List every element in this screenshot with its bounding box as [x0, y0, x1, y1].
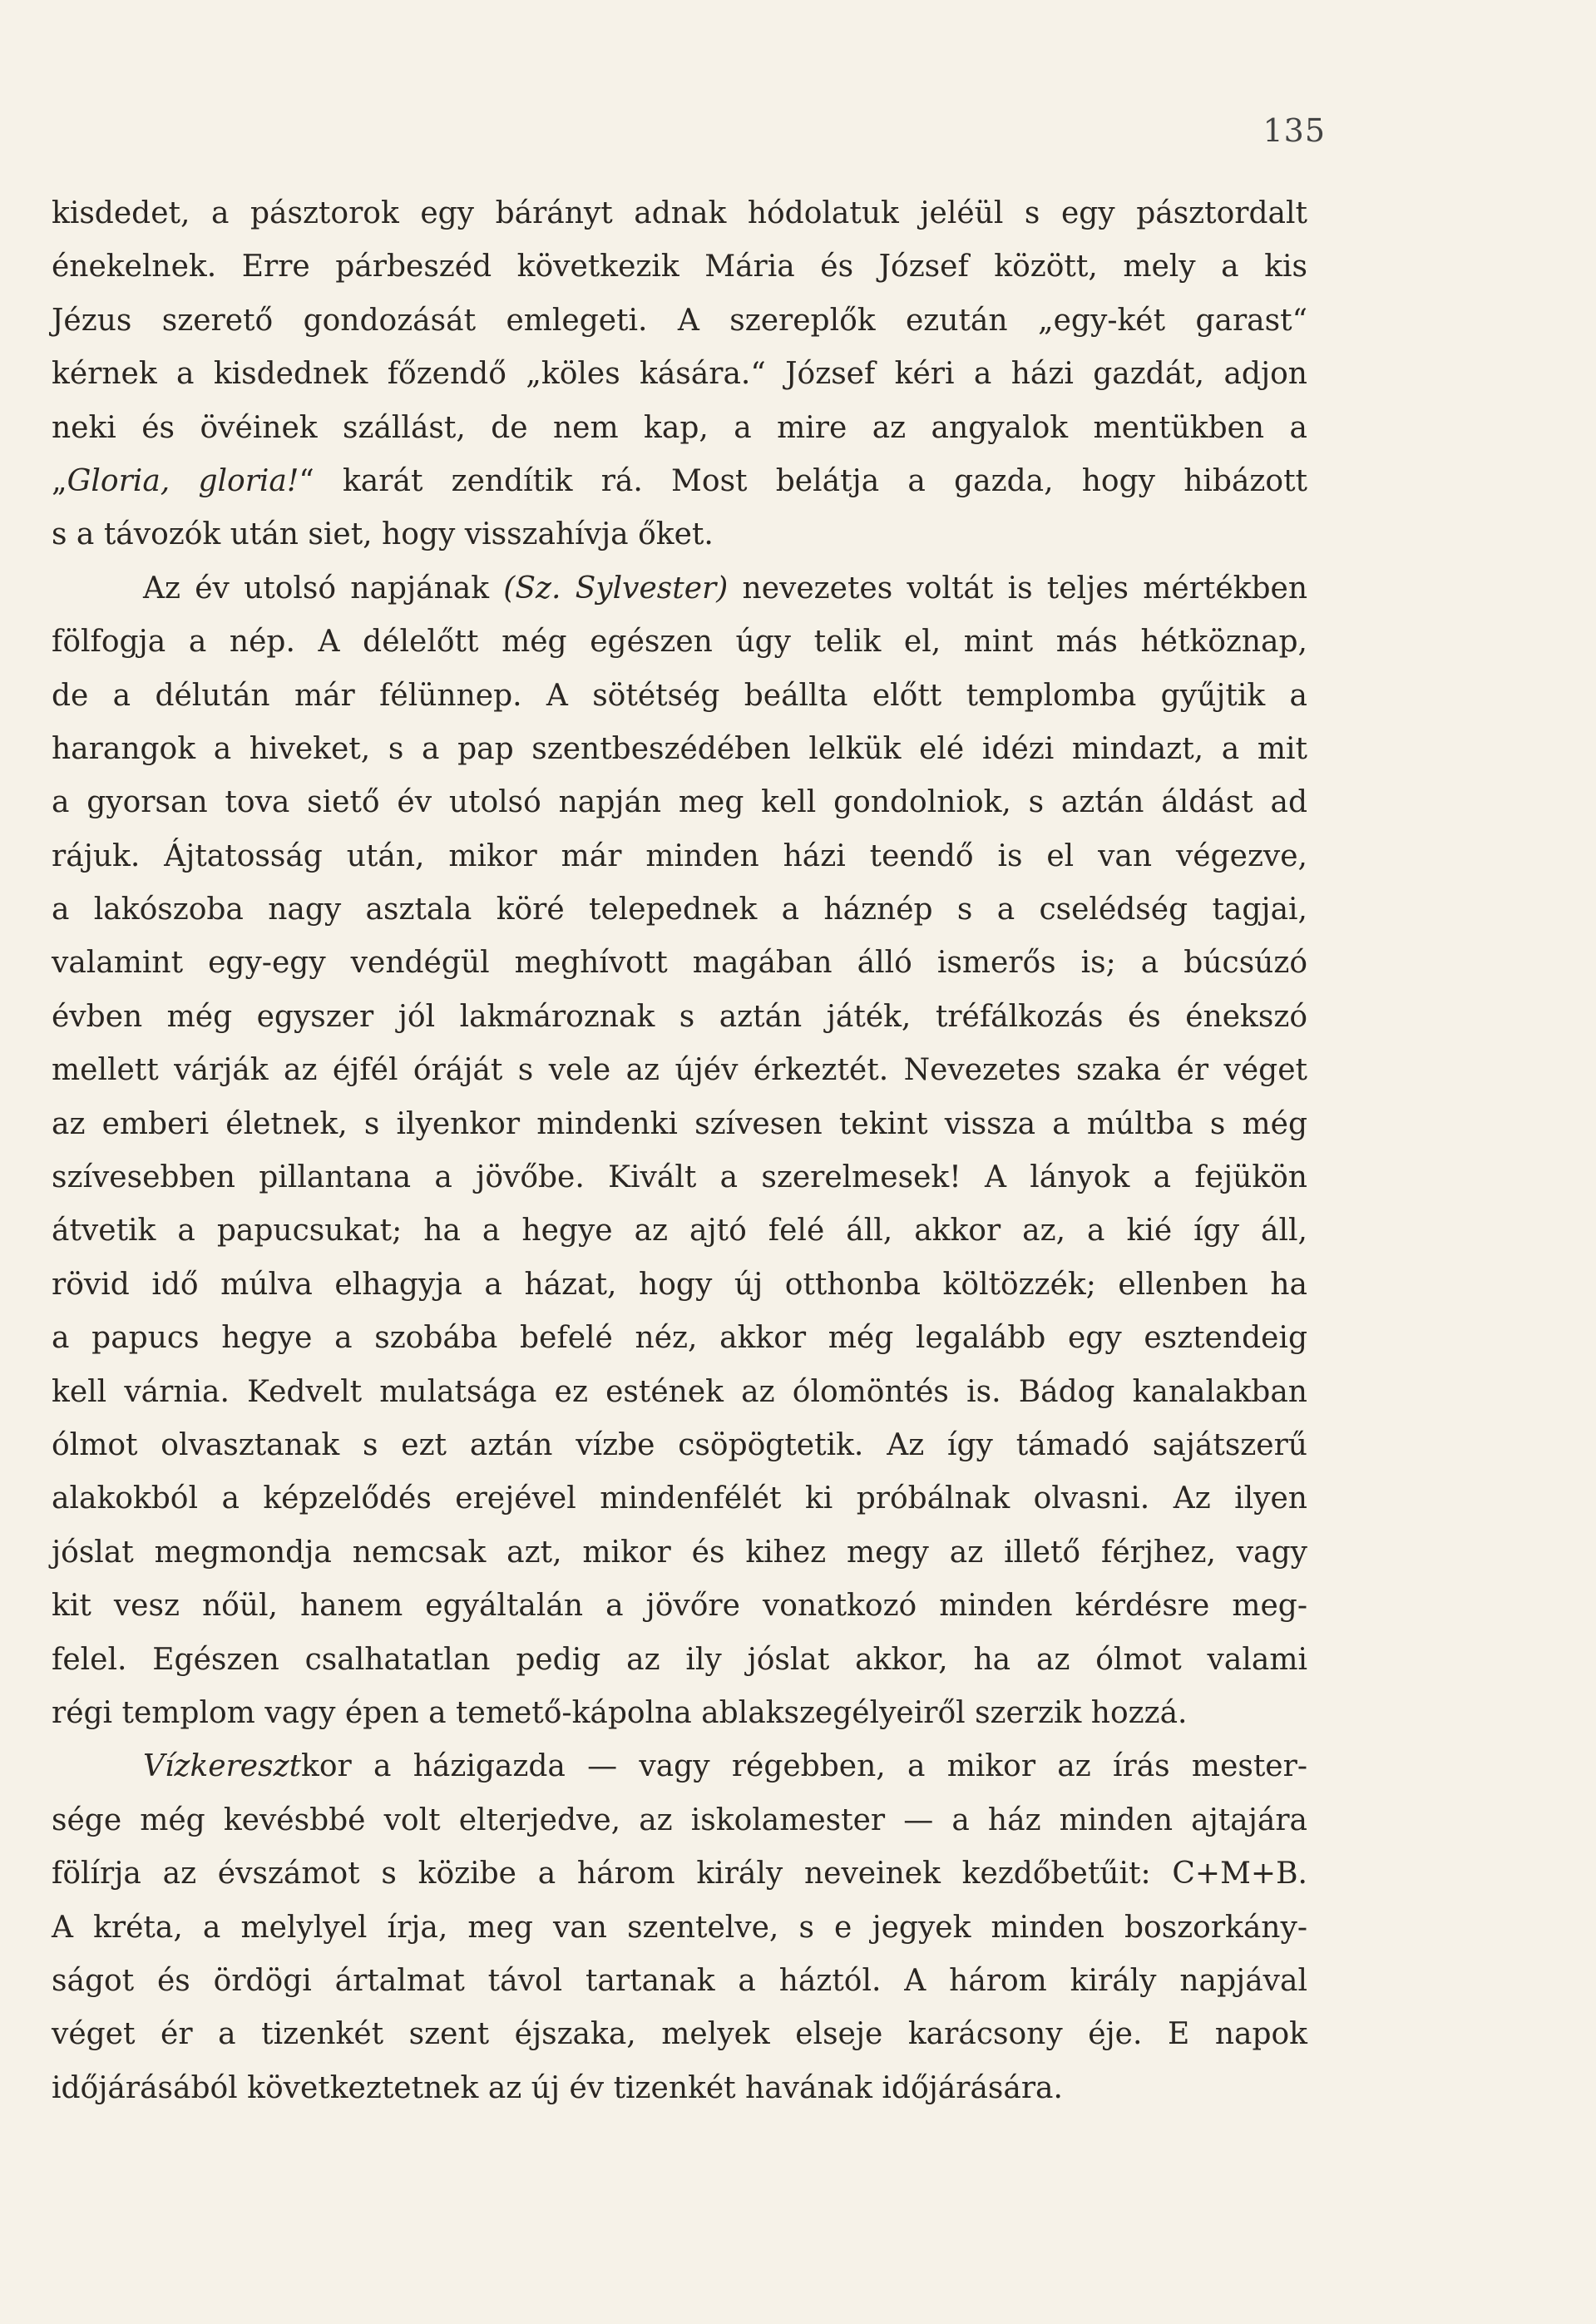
text-segment: „ [52, 463, 67, 498]
italic-phrase: Vízkereszt [143, 1749, 302, 1784]
text-line: alakokból a képzelődés erejével mindenfélét ki próbálnak olvasni. Az ilyen [52, 1481, 1307, 1516]
text-line: valamint egy-egy vendégül meghívott magában álló ismerős is; a búcsúzó [52, 946, 1307, 981]
italic-phrase: (Sz. Sylvester) [503, 571, 729, 606]
text-line [52, 455, 1307, 508]
text-line: a papucs hegye a szobába befelé néz, akkor még legalább egy esztendeig [52, 1321, 1307, 1356]
page-number: 135 [1262, 112, 1326, 149]
text-line: mellett várják az éjfél óráját s vele az újév érkeztét. Nevezetes szaka ér véget [52, 1053, 1307, 1088]
text-line: fölfogja a nép. A délelőtt még egészen úgy telik el, mint más hétköznap, [52, 625, 1307, 660]
text-segment: kor a házigazda — vagy régebben, a mikor az írás mester- [301, 1749, 1307, 1784]
text-line: de a délután már félünnep. A sötétség beállta előtt templomba gyűjtik a [52, 678, 1307, 713]
text-line: a lakószoba nagy asztala köré telepednek a háznép s a cselédség tagjai, [52, 893, 1307, 927]
text-line [52, 1740, 1307, 1793]
text-line: szívesebben pillantana a jövőbe. Kivált a szerelmesek! A lányok a fejükön [52, 1160, 1307, 1195]
text-line: rövid idő múlva elhagyja a házat, hogy új otthonba költözzék; ellenben ha [52, 1267, 1307, 1302]
text-line: ságot és ördögi ártalmat távol tartanak a háztól. A három király napjával [52, 1963, 1307, 1998]
text-line: Jézus szerető gondozását emlegeti. A szereplők ezután „egy-két garast“ [52, 303, 1307, 338]
text-line: sége még kevésbbé volt elterjedve, az iskolamester — a ház minden ajtajára [52, 1802, 1307, 1837]
text-line: s a távozók után siet, hogy visszahívja őket. [52, 517, 714, 552]
text-segment: Az év utolsó napjának [143, 571, 504, 606]
body-text [52, 187, 1307, 2115]
text-line: kit vesz nőül, hanem egyáltalán a jövőre vonatkozó minden kérdésre meg- [52, 1589, 1307, 1624]
text-line: kisdedet, a pásztorok egy bárányt adnak hódolatuk jeléül s egy pásztordalt [52, 196, 1307, 230]
text-line: kérnek a kisdednek főzendő „köles kására.“ József kéri a házi gazdát, adjon [52, 357, 1307, 392]
text-line: átvetik a papucsukat; ha a hegye az ajtó felé áll, akkor az, a kié így áll, [52, 1214, 1307, 1249]
text-line: időjárásából következtetnek az új év tizenkét havának időjárására. [52, 2070, 1063, 2105]
text-line: ólmot olvasztanak s ezt aztán vízbe csöpögtetik. Az így támadó sajátszerű [52, 1427, 1307, 1462]
text-line: régi templom vagy épen a temető-kápolna ablakszegélyeiről szerzik hozzá. [52, 1695, 1188, 1730]
italic-phrase: Gloria, gloria! [67, 463, 299, 498]
text-line: A kréta, a melylyel írja, meg van szentelve, s e jegyek minden boszorkány- [52, 1910, 1307, 1945]
text-line: felel. Egészen csalhatatlan pedig az ily jóslat akkor, ha az ólmot valami [52, 1642, 1307, 1677]
text-line: az emberi életnek, s ilyenkor mindenki szívesen tekint vissza a múltba s még [52, 1106, 1307, 1141]
text-line: jóslat megmondja nemcsak azt, mikor és kihez megy az illető férjhez, vagy [52, 1535, 1307, 1570]
text-line: évben még egyszer jól lakmároznak s aztán játék, tréfálkozás és énekszó [52, 999, 1307, 1034]
text-line: neki és övéinek szállást, de nem kap, a mire az angyalok mentükben a [52, 410, 1307, 445]
text-line: a gyorsan tova siető év utolsó napján meg kell gondolniok, s aztán áldást ad [52, 785, 1307, 820]
text-line: rájuk. Ájtatosság után, mikor már minden házi teendő is el van végezve, [52, 838, 1307, 873]
text-line: énekelnek. Erre párbeszéd következik Mária és József között, mely a kis [52, 250, 1307, 284]
text-line: fölírja az évszámot s közibe a három király neveinek kezdőbetűit: C+M+B. [52, 1857, 1307, 1891]
text-segment: “ karát zendítik rá. Most belátja a gazda, hogy hibázott [299, 463, 1308, 498]
text-line [52, 562, 1307, 616]
text-line: kell várnia. Kedvelt mulatsága ez estének az ólomöntés is. Bádog kanalakban [52, 1374, 1307, 1409]
text-line: harangok a hiveket, s a pap szentbeszédében lelkük elé idézi mindazt, a mit [52, 731, 1307, 766]
text-segment: nevezetes voltát is teljes mértékben [728, 571, 1308, 606]
text-line: véget ér a tizenkét szent éjszaka, melyek elseje karácsony éje. E napok [52, 2017, 1307, 2052]
